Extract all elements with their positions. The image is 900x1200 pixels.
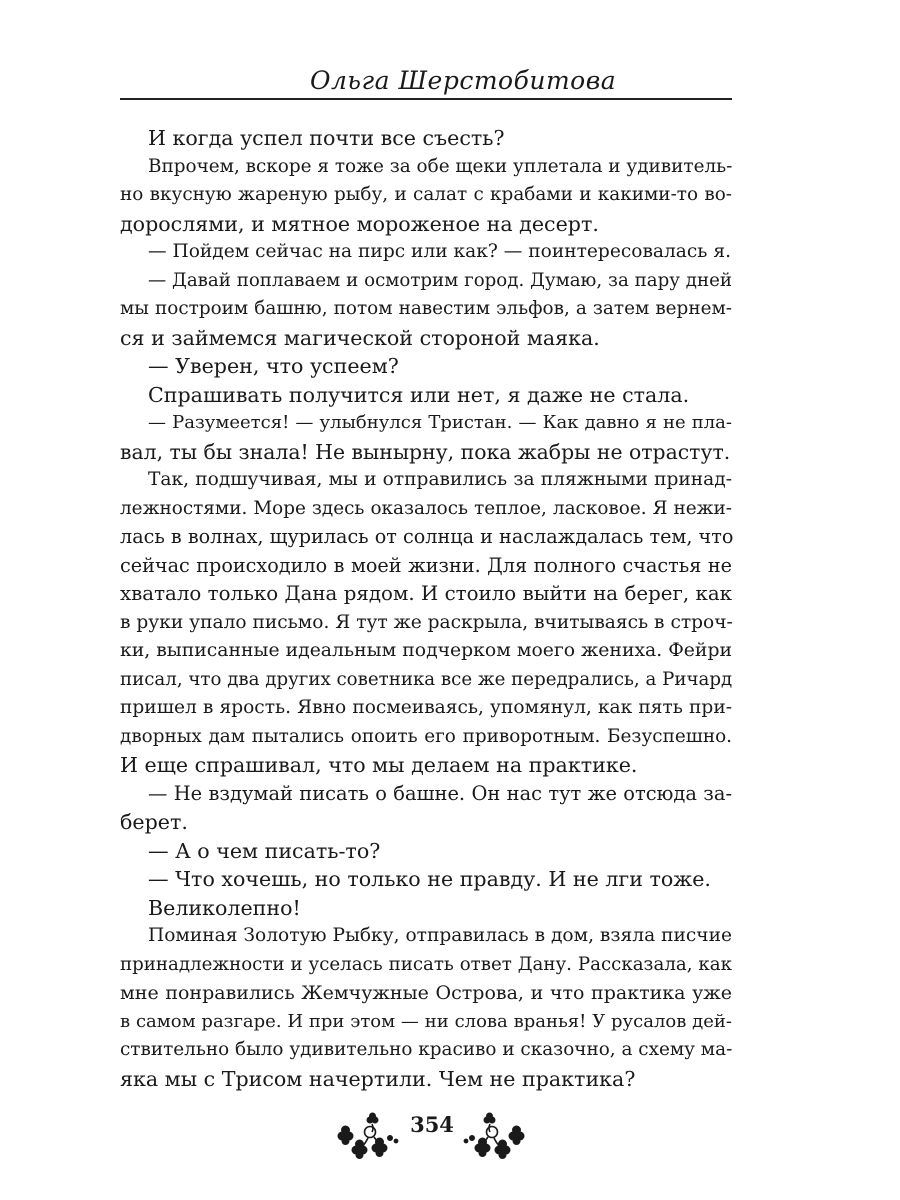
text-line: дорослями, и мятное мороженое на десерт. (120, 211, 599, 236)
page-number: 354 (410, 1112, 454, 1137)
running-header (120, 62, 732, 102)
text-line: принадлежности и уселась писать ответ Дану. Рассказала, как (120, 953, 732, 975)
text-line: Великолепно! (148, 895, 301, 920)
author-name: Ольга Шерстобитова (310, 66, 617, 95)
text-line: Спрашивать получится или нет, я даже не стала. (148, 382, 690, 407)
text-line: ствительно было удивительно красиво и сказочно, а схему ма- (120, 1039, 733, 1060)
text-line: яка мы с Трисом начертили. Чем не практика? (120, 1066, 636, 1091)
text-line: лась в волнах, щурилась от солнца и наслаждалась тем, что (120, 525, 734, 548)
page-body (120, 124, 732, 1093)
text-line: писал, что два других советника все же передрались, а Ричард (120, 668, 733, 690)
text-line: хватало только Дана рядом. И стоило выйти на берег, как (120, 582, 732, 605)
text-line: — Давай поплаваем и осмотрим город. Думаю, за пару дней (148, 269, 732, 291)
text-line: мы построим башню, потом навестим эльфов, а затем вернем- (120, 298, 732, 319)
text-line: Поминая Золотую Рыбку, отправилась в дом, взяла писчие (148, 925, 732, 946)
text-line: — Пойдем сейчас на пирс или как? — поинтересовалась я. (148, 241, 731, 262)
header-rule (120, 98, 732, 100)
text-line: Так, подшучивая, мы и отправились за пляжными принад- (148, 469, 732, 490)
text-line: мне понравились Жемчужные Острова, и что практика уже (120, 982, 732, 1004)
text-line: — Разумеется! — улыбнулся Тристан. — Как давно я не пла- (148, 412, 732, 433)
text-line: — Не вздумай писать о башне. Он нас тут же отсюда за- (148, 781, 732, 805)
clover-flower-ornament-icon (332, 1108, 404, 1168)
text-line: ся и займемся магической стороной маяка. (120, 325, 600, 350)
clover-flower-ornament-icon (458, 1108, 530, 1168)
text-line: в руки упало письмо. Я тут же раскрыла, вчитываясь в строч- (120, 611, 733, 633)
text-line: И еще спрашивал, что мы делаем на практике. (120, 753, 638, 777)
text-line: дворных дам пытались опоить его приворотным. Безуспешно. (120, 725, 732, 747)
text-line: лежностями. Море здесь оказалось теплое, ласковое. Я нежи- (120, 497, 732, 519)
text-line: И когда успел почти все съесть? (148, 126, 505, 150)
text-line: — Уверен, что успеем? (148, 354, 399, 378)
text-line: ки, выписанные идеальным подчерком моего жениха. Фейри (120, 640, 732, 661)
text-line: в самом разгаре. И при этом — ни слова вранья! У русалов дей- (120, 1010, 732, 1032)
text-line: вал, ты бы знала! Не вынырну, пока жабры не отрастут. (120, 439, 731, 464)
text-line: пришел в ярость. Явно посмеиваясь, упомянул, как пять при- (120, 697, 732, 718)
text-line: берет. (120, 810, 188, 834)
text-line: сейчас происходило в моей жизни. Для полного счастья не (120, 553, 732, 577)
text-line: но вкусную жареную рыбу, и салат с крабами и какими-то во- (120, 184, 732, 205)
text-line: — А о чем писать-то? (148, 838, 381, 863)
text-line: Впрочем, вскоре я тоже за обе щеки уплетала и удивитель- (148, 155, 733, 177)
text-line: — Что хочешь, но только не правду. И не лги тоже. (148, 867, 711, 891)
page-footer (330, 1108, 590, 1168)
